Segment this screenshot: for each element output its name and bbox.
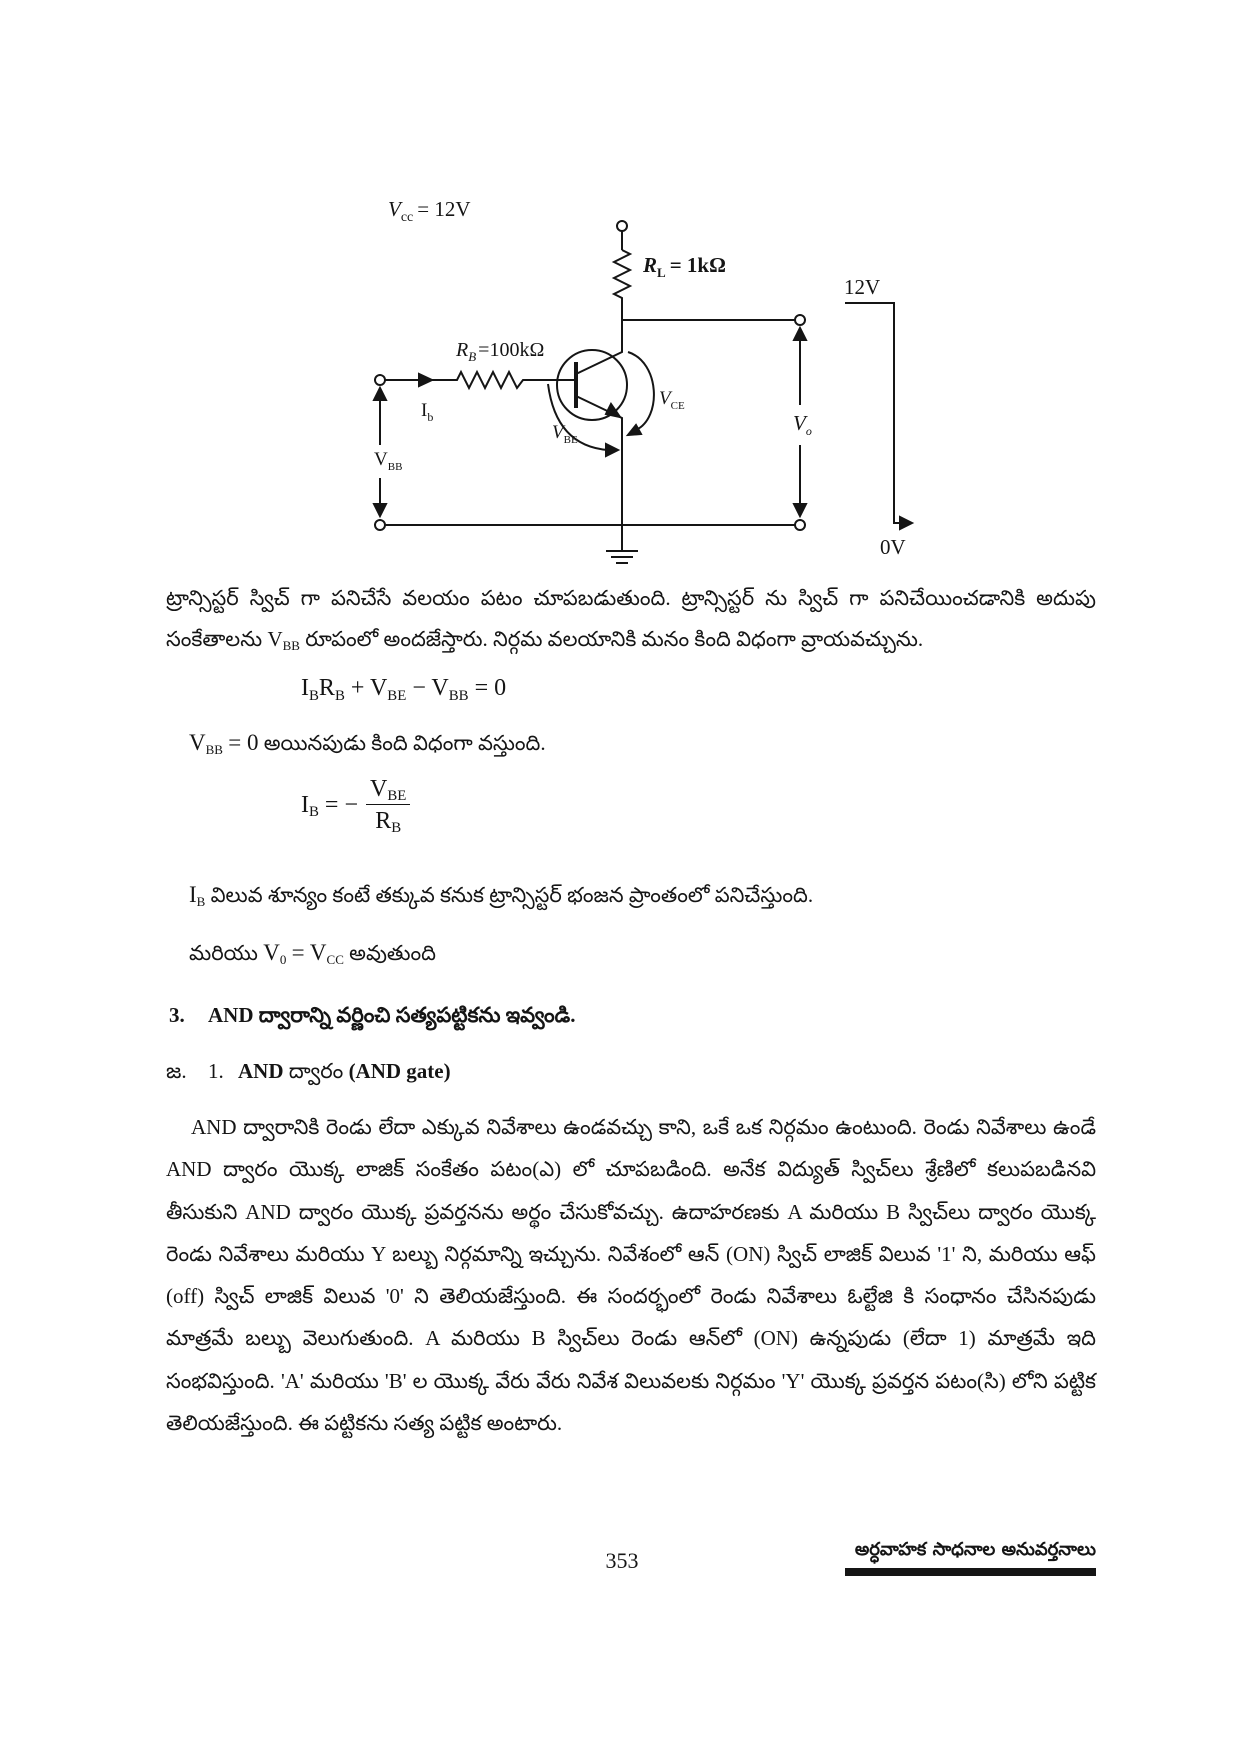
ib-symbol: I [421,400,428,421]
rl-value: = 1kΩ [669,253,726,277]
vo-down-arrow [794,504,806,516]
para1-text-before: ట్రాన్సిస్టర్ స్విచ్ గా పనిచేసే వలయం పటం చూపబడుతుంది. ట్రాన్సిస్టర్ ను స్విచ్ గా పనిచేయించడానికి అదుపు సంకేతాలను [166,586,1096,651]
vbb-symbol: V [374,449,388,470]
vbe-subscript: BE [563,434,578,446]
vbe-arrow [606,444,618,456]
vce-label [659,388,685,412]
eq1-sub-b2: B [334,687,345,704]
rl-subscript: L [657,265,666,280]
vo-subscript: o [805,424,812,438]
vce-symbol: V [659,388,671,409]
base-current-arrow [419,374,432,386]
answer-term: AND [238,1059,284,1083]
eq2-operator: = − [324,791,358,818]
vcc-label [388,197,471,225]
vo-text: అవుతుంది [349,941,436,965]
eq1-sub-b: B [309,687,319,704]
emitter-arrow [606,404,620,417]
vbb-subscript: BB [387,461,403,473]
equation-base-current [301,772,1096,838]
eq2-den-symbol: R [375,807,392,834]
eq1-plus-v: + V [350,675,388,701]
vcc-subscript: CC [326,952,344,968]
vo-prefix: మరియు [189,941,258,965]
eq2-lhs-symbol: I [301,791,309,818]
rl-symbol: R [643,253,658,277]
eq1-sub-bb: BB [448,687,469,704]
vcc-terminal [617,221,627,231]
vbb-down-arrow [374,504,386,516]
para1-vbb-subscript: BB [282,638,300,654]
line-ib-value [189,874,1096,916]
question-number: 3. [169,1003,185,1027]
equation-base-loop [301,668,1096,708]
answer-number: 1. [208,1059,224,1083]
load-resistor [614,250,630,320]
paragraph-and-gate: AND ద్వారానికి రెండు లేదా ఎక్కువ నివేశాలు ఉండవచ్చు కాని, ఒకే ఒక నిర్గమం ఉంటుంది. రెండు నివేశాలు ఉండే AND ద్వారం యొక్క లాజిక్ సంకేతం పటం(ఎ) లో చూపబడింది. అనేక విద్యుత్ స్విచ్‌లు శ్రేణిలో కలుపబడినవి తీసుకుని AND ద్వారం యొక్క ప్రవర్తనను అర్థం చేసుకోవచ్చు. ఉదాహరణకు A మరియు B స్విచ్‌లు ద్వారం యొక్క రెండు నివేశాలు మరియు Y బల్బు నిర్గమాన్ని ఇచ్చును. నివేశంలో ఆన్ (ON) స్విచ్ లాజిక్ విలువ '1' ని, మరియు ఆఫ్ (off) స్విచ్ లాజిక్ విలువ '0' ని తెలియజేస్తుంది. ఈ సందర్భంలో రెండు నివేశాలు ఓల్టేజి కి సంధానం చేసినపుడు మాత్రమే బల్బు వెలుగుతుంది. A మరియు B స్విచ్‌లు రెండు ఆన్‌లో (ON) ఉన్నపుడు (లేదా 1) మాత్రమే ఇది సంభవిస్తుంది. 'A' మరియు 'B' ల యొక్క వేరు వేరు నివేశ విలువలకు నిర్గమం 'Y' యొక్క ప్రవర్తన పటం(సి) లోని పట్టిక తెలియజేస్తుంది. ఈ పట్టికను సత్య పట్టిక అంటారు. [166,1115,1096,1436]
vce-curve [628,352,654,430]
vo-symbol: V [793,411,806,435]
answer-marker: జ. [166,1059,187,1083]
paragraph-transistor-switch [166,578,1096,660]
para1-text-after: రూపంలో అందజేస్తారు. నిర్గమ వలయానికి మనం కింది విధంగా వ్రాయవచ్చును. [305,627,924,651]
transistor-switch-circuit-diagram [0,0,1240,575]
base-current-label [421,400,433,424]
eq1-sub-be: BE [387,687,407,704]
vbe-symbol: V [552,422,564,443]
vcc-symbol: V [388,197,401,221]
load-resistor-label [642,253,726,280]
vo-label [793,411,812,438]
eq1-term-i: I [301,675,309,701]
vcc-subscript: cc [400,210,414,225]
waveform-low-label: 0V [880,535,906,559]
running-footer-title: అర్ధవాహక సాధనాల అనువర్తనాలు [854,1539,1096,1560]
vbb-zero-symbol: V [189,730,206,755]
eq2-fraction [366,774,410,837]
vbb-label [374,449,402,473]
output-top-terminal [795,315,805,325]
eq1-equals-zero: = 0 [474,675,507,701]
eq1-minus-v: − V [412,675,449,701]
answer-term-english: (AND gate) [348,1059,451,1083]
answer-term-telugu: ద్వారం [288,1059,344,1083]
question-heading [169,994,1096,1036]
ib-symbol: I [189,882,197,907]
eq1-term-r: R [318,675,335,701]
vbb-up-arrow [374,388,386,400]
input-bottom-terminal [375,520,385,530]
vce-arrow [628,425,641,435]
para1-vbb-letter: V [267,627,283,651]
para1-vbb-symbol [267,627,300,654]
eq2-numerator [366,774,410,805]
line-vo-equals-vcc [189,932,1096,974]
rb-symbol: R [456,339,469,361]
vo-up-arrow [794,328,806,340]
line-vbb-zero [189,722,1096,764]
input-top-terminal [375,375,385,385]
vce-subscript: CE [670,400,685,412]
vo-subscript: 0 [279,952,287,968]
vbe-label [552,422,578,446]
page-number: 353 [605,1548,639,1573]
vbb-zero-value: = 0 [228,730,259,755]
eq2-lhs-subscript: B [309,804,319,821]
collector-lead [576,320,622,374]
vo-operator: = V [291,940,327,965]
vo-symbol: V [263,940,280,965]
eq2-num-subscript: BE [387,788,407,805]
ib-subscript: b [427,410,434,424]
waveform-arrow [900,517,912,529]
vcc-value: = 12V [417,197,471,221]
ib-text: విలువ శూన్యం కంటే తక్కువ కనుక ట్రాన్సిస్టర్ భంజన ప్రాంతంలో పనిచేస్తుంది. [210,883,814,907]
running-footer-bar [845,1568,1096,1576]
eq2-lhs [301,785,319,826]
eq2-denominator [366,805,410,837]
rb-subscript: B [468,349,477,364]
base-resistor-label [455,339,544,364]
question-text: AND ద్వారాన్ని వర్ణించి సత్యపట్టికను ఇవ్వండి. [208,1003,576,1027]
body-text [166,578,1096,1444]
vbb-zero-subscript: BB [205,742,223,758]
vbb-zero-text: అయినపుడు కింది విధంగా వస్తుంది. [263,731,546,755]
rb-value: =100kΩ [478,339,545,361]
transistor-body [557,350,627,420]
output-bottom-terminal [795,520,805,530]
eq2-den-subscript: B [391,820,402,837]
eq2-num-symbol: V [370,775,388,802]
output-waveform [845,303,903,523]
answer-heading [166,1050,1096,1092]
ib-subscript: B [196,894,206,910]
waveform-high-label: 12V [844,275,881,299]
